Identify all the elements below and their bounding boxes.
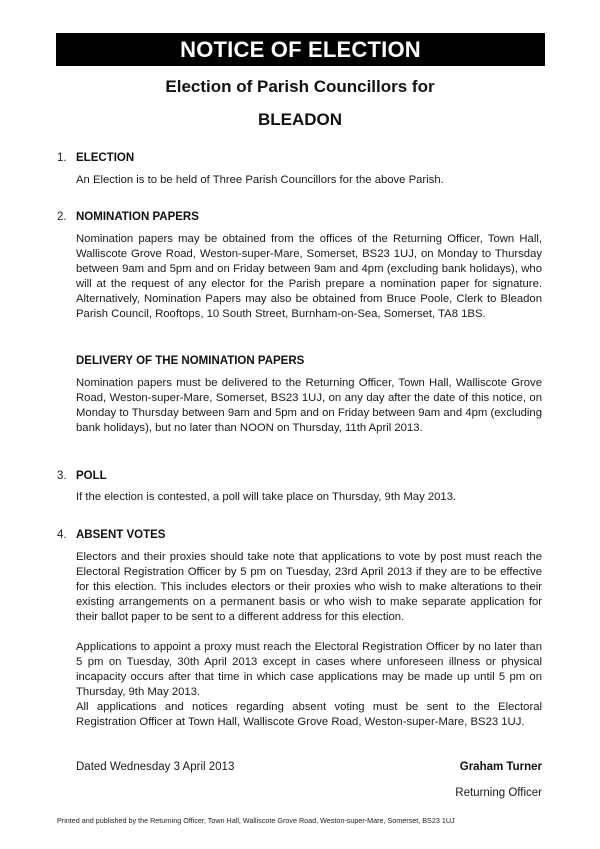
subsection-heading-delivery: DELIVERY OF THE NOMINATION PAPERS <box>76 355 305 367</box>
signatory-role: Returning Officer <box>455 787 542 799</box>
section-number: 3. <box>57 470 67 482</box>
notice-date: Dated Wednesday 3 April 2013 <box>76 761 235 773</box>
notice-banner: NOTICE OF ELECTION <box>56 33 545 66</box>
signatory-name: Graham Turner <box>459 761 542 773</box>
section-heading-election: ELECTION <box>76 152 135 164</box>
absent-votes-address-text: All applications and notices regarding absent voting must be sent to the Electoral Registration Officer at Town Hall, Walliscote Grove Road, Weston-super-Mare, BS23 1UJ. <box>76 701 542 728</box>
section-election-text: An Election is to be held of Three Parish Councillors for the above Parish. <box>76 174 444 186</box>
section-number: 1. <box>57 152 67 164</box>
parish-name: BLEADON <box>257 110 343 129</box>
election-subtitle: Election of Parish Councillors for <box>165 77 435 96</box>
section-heading-nomination-papers: NOMINATION PAPERS <box>76 211 199 223</box>
section-number: 2. <box>57 211 67 223</box>
printer-imprint: Printed and published by the Returning Officer, Town Hall, Walliscote Grove Road, Weston-super-Mare, Somerset, BS23 1UJ <box>57 816 455 825</box>
section-number: 4. <box>57 529 67 541</box>
absent-votes-proxy-text: Applications to appoint a proxy must reach the Electoral Registration Officer by no later than 5 pm on Tuesday, 30th April 2013 except in cases where unforeseen illness or physical incapacity occurs after that time in which case applications may be made up until 5 pm on Thursday, 9th May 2013. <box>76 641 542 698</box>
absent-votes-postal-text: Electors and their proxies should take note that applications to vote by post must reach the Electoral Registration Officer by 5 pm on Tuesday, 23rd April 2013 if they are to be effective for this election. This includes electors or their proxies who wish to make alterations to their existing arrangements on a permanent basis or who wish to make separate application for their ballot paper to be sent to a different address for this election. <box>76 551 542 623</box>
subsection-delivery-text: Nomination papers must be delivered to the Returning Officer, Town Hall, Walliscote Grove Road, Weston-super-Mare, Somerset, BS23 1UJ, on any day after the date of this notice, on Monday to Thursday between 9am and 5pm and on Friday between 9am and 4pm (excluding bank holidays), but no later than NOON on Thursday, 11th April 2013. <box>76 377 542 434</box>
section-heading-absent-votes: ABSENT VOTES <box>76 529 166 541</box>
section-heading-poll: POLL <box>76 470 107 482</box>
section-nomination-text: Nomination papers may be obtained from the offices of the Returning Officer, Town Hall, Walliscote Grove Road, Weston-super-Mare, Somerset, BS23 1UJ, on Monday to Thursday between 9am and 5pm and on Friday between 9am and 4pm (excluding bank holidays), who will at the request of any elector for the Parish prepare a nomination paper for signature. Alternatively, Nomination Papers may also be obtained from Bruce Poole, Clerk to Bleadon Parish Council, Rooftops, 10 South Street, Burnham-on-Sea, Somerset, TA8 1BS. <box>76 233 542 320</box>
section-poll-text: If the election is contested, a poll will take place on Thursday, 9th May 2013. <box>76 491 457 503</box>
